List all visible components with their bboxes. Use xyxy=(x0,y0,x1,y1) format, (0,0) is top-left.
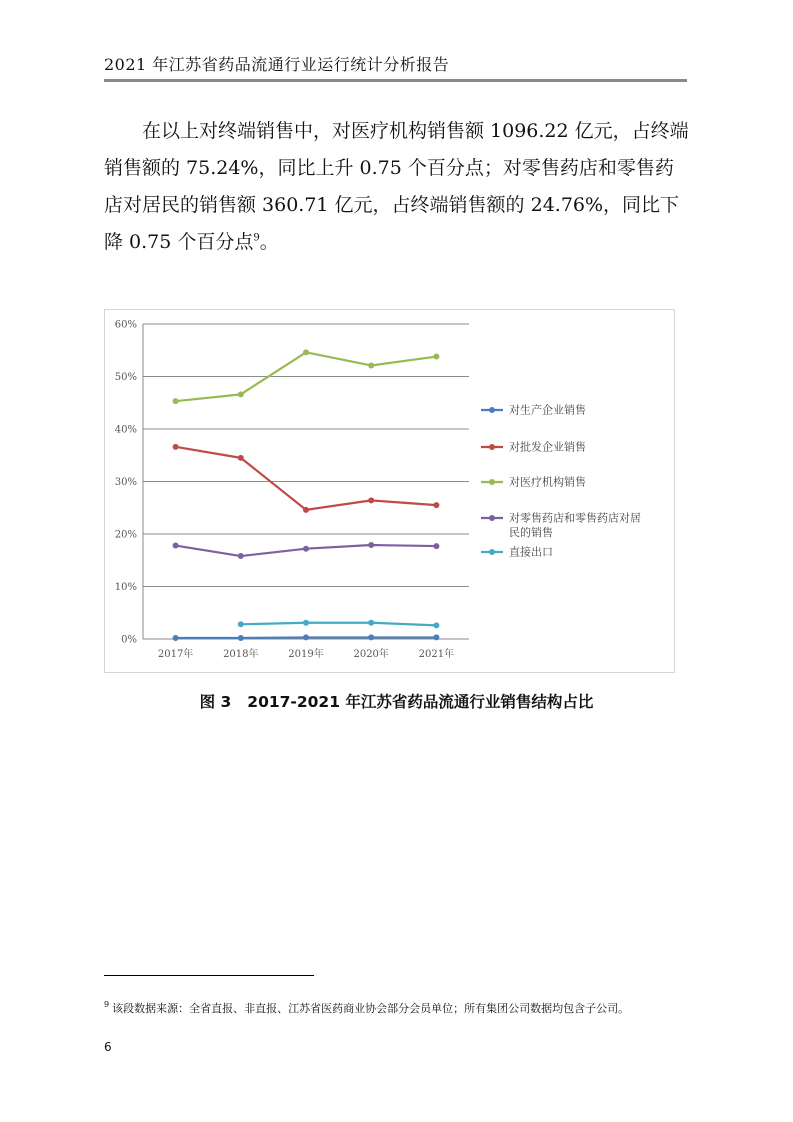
data-point xyxy=(433,622,439,628)
x-tick-label: 2018年 xyxy=(223,649,259,660)
data-point xyxy=(303,349,309,355)
data-point xyxy=(303,620,309,626)
data-point xyxy=(433,543,439,549)
footnote-number: 9 xyxy=(104,1000,110,1010)
line-chart xyxy=(104,309,675,673)
legend-label: 对零售药店和零售药店对居 xyxy=(509,511,641,525)
data-point xyxy=(303,507,309,513)
legend-label: 对生产企业销售 xyxy=(509,403,586,417)
caption-text: 2017-2021 年江苏省药品流通行业销售结构占比 xyxy=(247,693,594,711)
y-tick-label: 10% xyxy=(114,582,137,593)
data-point xyxy=(433,502,439,508)
data-point xyxy=(368,634,374,640)
legend-marker xyxy=(489,479,495,485)
data-point xyxy=(238,621,244,627)
body-paragraph xyxy=(104,113,692,261)
y-tick-label: 0% xyxy=(121,634,137,646)
data-point xyxy=(173,444,179,450)
y-tick-label: 20% xyxy=(114,529,137,541)
data-point xyxy=(173,543,179,549)
data-point xyxy=(433,354,439,360)
legend-marker xyxy=(489,549,495,555)
footnote-rule xyxy=(104,975,314,976)
y-tick-label: 30% xyxy=(114,477,137,488)
legend-marker xyxy=(489,515,495,521)
y-tick-label: 50% xyxy=(114,372,137,383)
legend-marker xyxy=(489,444,495,450)
footnote-text: 该段数据来源：全省直报、非直报、江苏省医药商业协会部分会员单位；所有集团公司数据均包含子公司。 xyxy=(112,1002,630,1015)
data-point xyxy=(368,542,374,548)
data-point xyxy=(433,634,439,640)
legend-marker xyxy=(489,407,495,413)
data-point xyxy=(238,391,244,397)
x-tick-label: 2020年 xyxy=(353,649,389,660)
footnote-reference: 9 xyxy=(253,232,260,244)
data-point xyxy=(238,553,244,559)
legend-label: 直接出口 xyxy=(509,545,553,559)
page-number: 6 xyxy=(104,1040,112,1054)
caption-label: 图 3 xyxy=(199,693,232,711)
data-point xyxy=(368,497,374,503)
data-point xyxy=(368,620,374,626)
y-tick-label: 40% xyxy=(114,424,137,436)
data-point xyxy=(238,635,244,641)
data-point xyxy=(173,635,179,641)
legend-label: 对批发企业销售 xyxy=(509,440,586,454)
legend-label-cont: 民的销售 xyxy=(509,526,553,539)
data-point xyxy=(238,455,244,461)
running-header: 2021 年江苏省药品流通行业运行统计分析报告 xyxy=(104,55,450,74)
footnote xyxy=(104,1000,629,1016)
x-tick-label: 2017年 xyxy=(157,649,194,660)
data-point xyxy=(173,398,179,404)
series-line xyxy=(241,623,437,626)
figure-caption xyxy=(0,690,793,712)
x-tick-label: 2021年 xyxy=(418,649,455,660)
legend-label: 对医疗机构销售 xyxy=(509,475,586,489)
data-point xyxy=(303,634,309,640)
data-point xyxy=(368,362,374,368)
paragraph-end: 。 xyxy=(259,231,279,253)
header-rule xyxy=(104,79,687,82)
paragraph-text: 在以上对终端销售中，对医疗机构销售额 1096.22 亿元，占终端销售额的 75.24%，同比上升 0.75 个百分点；对零售药店和零售药店对居民的销售额 360.71 亿元，占终端销售额的 24.76%，同比下降 0.75 个百分点 xyxy=(104,120,689,253)
chart-svg xyxy=(105,310,674,672)
data-point xyxy=(303,546,309,552)
x-tick-label: 2019年 xyxy=(288,649,324,660)
series-line xyxy=(176,447,437,510)
y-tick-label: 60% xyxy=(114,319,137,331)
